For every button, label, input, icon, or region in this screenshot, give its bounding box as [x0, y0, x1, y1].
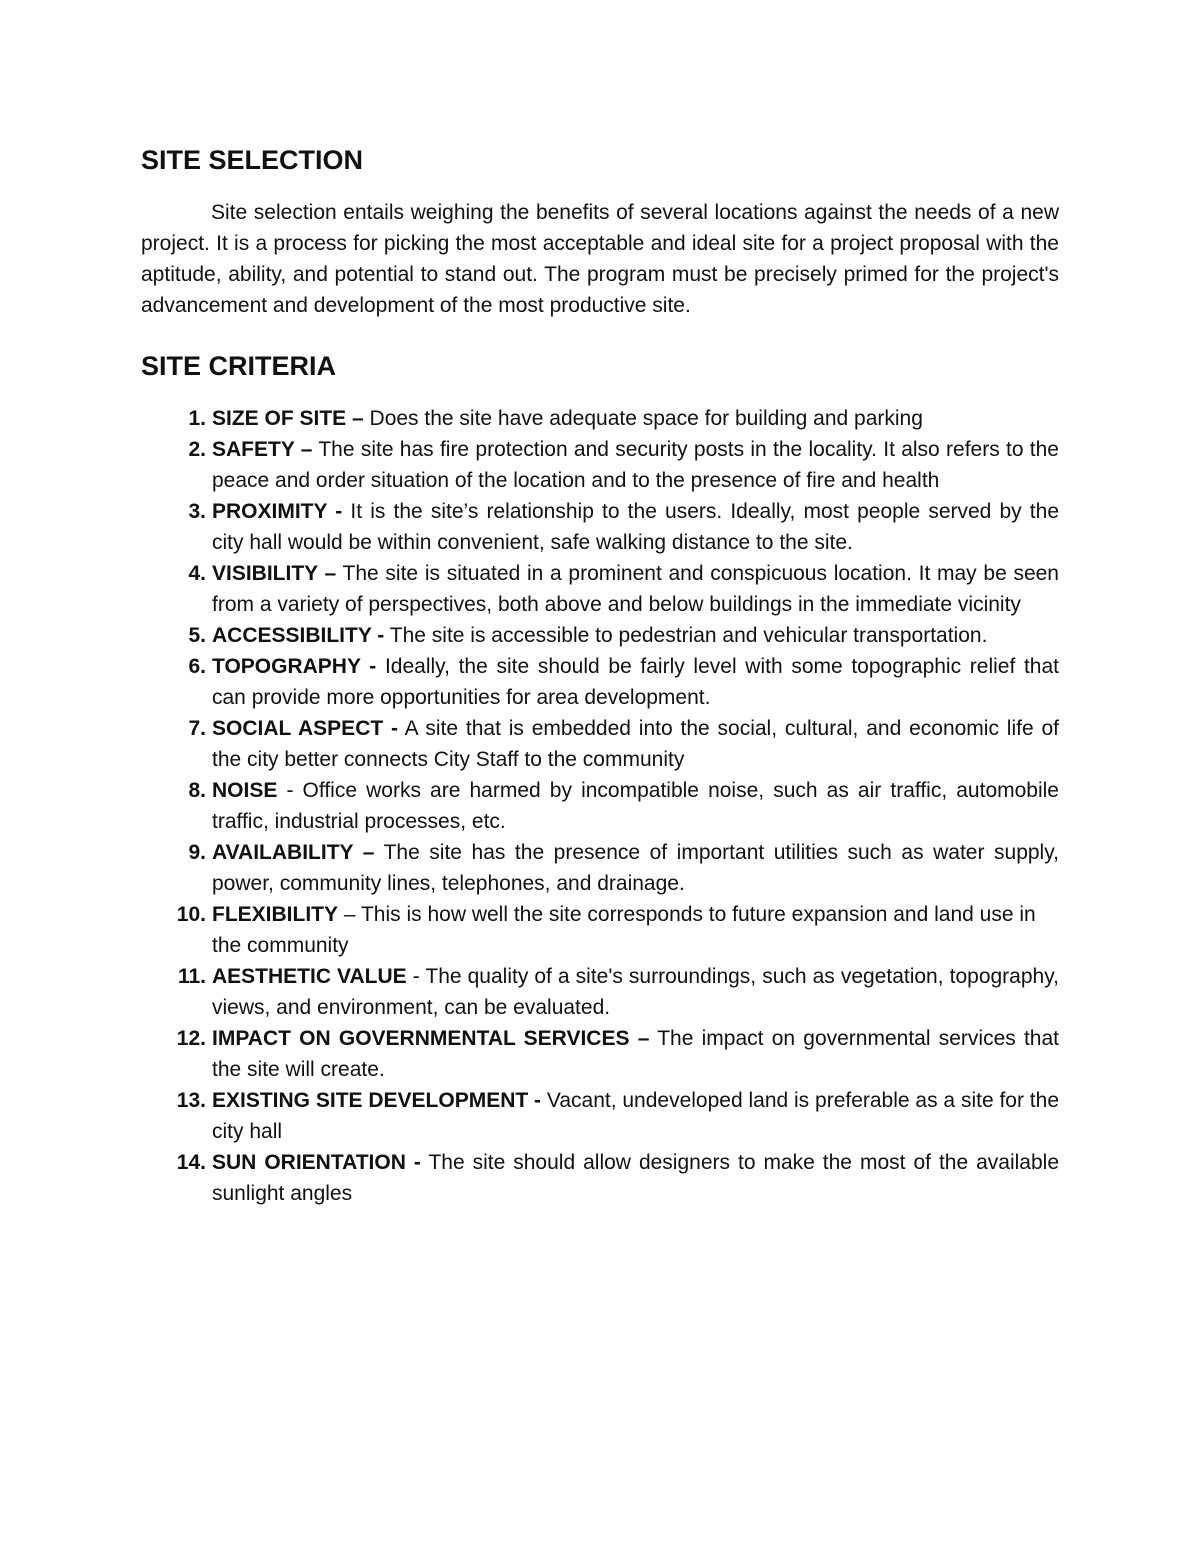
item-description: - The quality of a site's surroundings, such as vegetation, topography, views, and environment, can be evaluated.	[212, 965, 1059, 1019]
item-description: The site has the presence of important utilities such as water supply, power, community lines, telephones, and drainage.	[212, 841, 1059, 895]
criteria-item	[141, 961, 1059, 1023]
item-description: – This is how well the site corresponds to future expansion and land use in the community	[212, 903, 1036, 957]
item-number: 12.	[176, 1027, 206, 1050]
item-term: SIZE OF SITE –	[212, 407, 364, 430]
item-term: TOPOGRAPHY -	[212, 655, 377, 678]
item-number: 9.	[188, 841, 206, 864]
item-number: 6.	[188, 655, 206, 678]
document-page	[141, 140, 1059, 1209]
criteria-list	[141, 403, 1059, 1209]
item-number: 7.	[188, 717, 206, 740]
criteria-item	[141, 496, 1059, 558]
item-description: A site that is embedded into the social, cultural, and economic life of the city better connects City Staff to the community	[212, 717, 1059, 771]
criteria-item	[141, 713, 1059, 775]
item-term: ACCESSIBILITY -	[212, 624, 385, 647]
item-description: - Office works are harmed by incompatible noise, such as air traffic, automobile traffic, industrial processes, etc.	[212, 779, 1059, 833]
criteria-item	[141, 620, 1059, 651]
criteria-item	[141, 837, 1059, 899]
item-term: AESTHETIC VALUE	[212, 965, 407, 988]
item-number: 3.	[188, 500, 206, 523]
site-selection-paragraph: Site selection entails weighing the benefits of several locations against the needs of a new project. It is a process for picking the most acceptable and ideal site for a project proposal with the aptitude, ability, and potential to stand out. The program must be precisely primed for the project's advancement and development of the most productive site.	[141, 201, 1059, 317]
item-number: 4.	[188, 562, 206, 585]
item-term: AVAILABILITY –	[212, 841, 375, 864]
item-number: 5.	[188, 624, 206, 647]
item-description: The site has fire protection and security posts in the locality. It also refers to the peace and order situation of the location and to the presence of fire and health	[212, 438, 1059, 492]
item-term: VISIBILITY –	[212, 562, 337, 585]
item-description: Ideally, the site should be fairly level with some topographic relief that can provide more opportunities for area development.	[212, 655, 1059, 709]
criteria-item	[141, 1023, 1059, 1085]
item-number: 10.	[176, 903, 206, 926]
item-term: FLEXIBILITY	[212, 903, 338, 926]
site-criteria-heading: SITE CRITERIA	[141, 351, 337, 381]
item-description: The site should allow designers to make the most of the available sunlight angles	[212, 1151, 1060, 1205]
item-description: Does the site have adequate space for building and parking	[363, 407, 923, 430]
item-description: The site is situated in a prominent and conspicuous location. It may be seen from a variety of perspectives, both above and below buildings in the immediate vicinity	[212, 562, 1059, 616]
criteria-item	[141, 403, 1059, 434]
item-term: SUN ORIENTATION -	[212, 1151, 421, 1174]
item-description: Vacant, undeveloped land is preferable as a site for the city hall	[212, 1089, 1059, 1143]
item-description: The impact on governmental services that the site will create.	[212, 1027, 1059, 1081]
item-term: SAFETY –	[212, 438, 313, 461]
item-number: 14.	[176, 1151, 206, 1174]
item-term: SOCIAL ASPECT -	[212, 717, 399, 740]
item-number: 1.	[188, 407, 206, 430]
item-term: IMPACT ON GOVERNMENTAL SERVICES –	[212, 1027, 650, 1050]
criteria-item	[141, 775, 1059, 837]
criteria-item	[141, 558, 1059, 620]
item-term: EXISTING SITE DEVELOPMENT -	[212, 1089, 542, 1112]
item-term: PROXIMITY -	[212, 500, 343, 523]
criteria-item	[141, 434, 1059, 496]
site-selection-heading: SITE SELECTION	[141, 145, 364, 175]
criteria-item	[141, 651, 1059, 713]
item-description: The site is accessible to pedestrian and vehicular transportation.	[384, 624, 988, 647]
item-number: 13.	[176, 1089, 206, 1112]
item-number: 11.	[177, 965, 206, 988]
criteria-item	[141, 1085, 1059, 1147]
item-term: NOISE	[212, 779, 278, 802]
criteria-item	[141, 1147, 1059, 1209]
criteria-item	[141, 899, 1059, 961]
item-description: It is the site’s relationship to the users. Ideally, most people served by the city hall would be within convenient, safe walking distance to the site.	[212, 500, 1060, 554]
item-number: 2.	[188, 438, 206, 461]
item-number: 8.	[188, 779, 206, 802]
